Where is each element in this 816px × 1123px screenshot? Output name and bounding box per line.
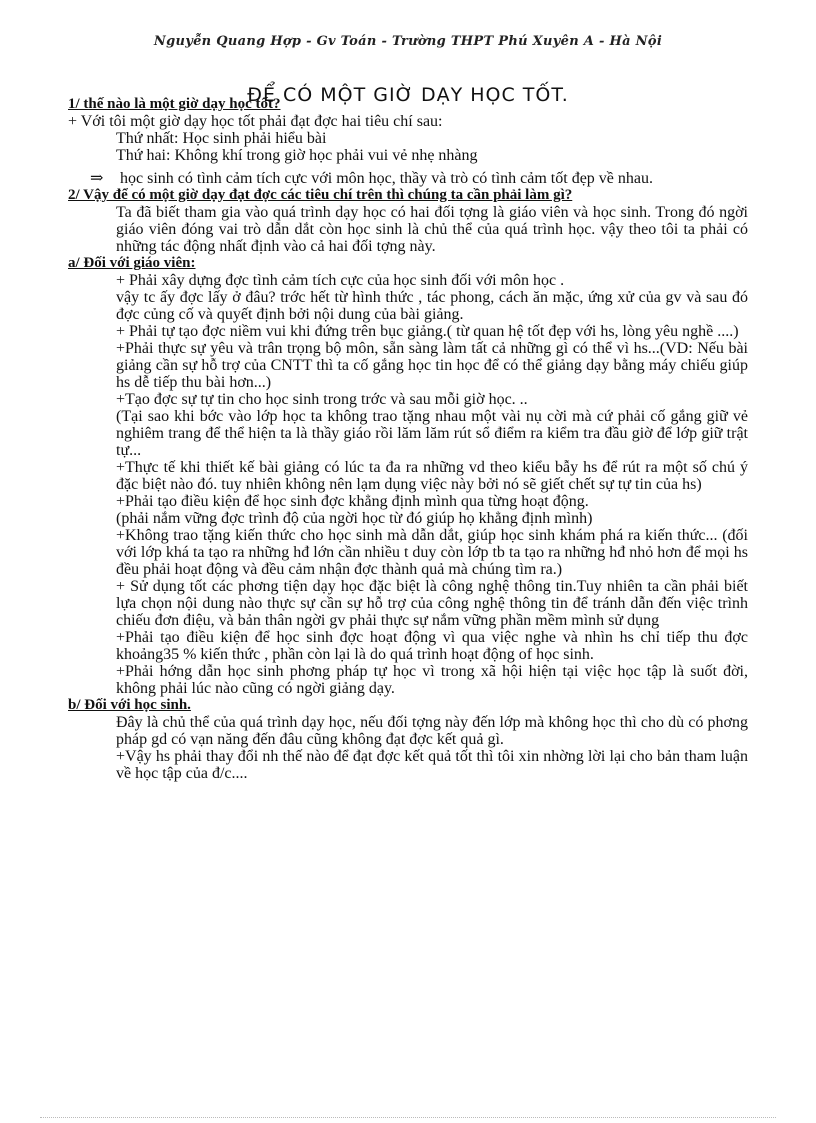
teacher-item: + Sử dụng tốt các phơng tiện dạy học đặc biệt là công nghệ thông tin.Tuy nhiên ta cần phải biết lựa chọn nội dung nào thực sự cần sự hỗ trợ của công nghệ thông tin để tránh dẫn đến việc trình chiếu đơn điệu, và bản thân ngời gv phải thực sự nắm vững phần mềm mình sử dụng <box>116 578 748 629</box>
page-bottom-divider <box>40 1117 776 1118</box>
teacher-item: +Phải tạo điều kiện để học sinh đợc hoạt động vì qua việc nghe và nhìn hs chỉ tiếp thu đợc khoảng35 % kiến thức , phần còn lại là do quá trình hoạt động of học sinh. <box>116 629 748 663</box>
teacher-item: +Phải thực sự yêu và trân trọng bộ môn, sẵn sàng làm tất cả những gì có thể vì hs...(VD: Nếu bài giảng cần sự hỗ trợ của CNTT thì ta cố gắng học tin học để có thể giảng dạy bằng máy chiếu giúp hs dễ tiếp thu bài hơn...) <box>116 340 748 391</box>
section-1-heading: 1/ thế nào là một giờ dạy học tốt? <box>68 96 281 112</box>
section-2-heading: 2/ Vậy để có một giờ dạy đạt đợc các tiêu chí trên thì chúng ta cần phải làm gì? <box>68 187 573 203</box>
teacher-item: + Phải xây dựng đợc tình cảm tích cực của học sinh đối với môn học . <box>116 272 565 289</box>
page-header: Nguyễn Quang Hợp - Gv Toán - Trường THPT Phú Xuyên A - Hà Nội <box>153 34 663 49</box>
implies-arrow-icon: ⇒ <box>90 170 104 187</box>
criterion-2: Thứ hai: Không khí trong giờ học phải vui vẻ nhẹ nhàng <box>116 147 478 164</box>
teacher-item: +Không trao tặng kiến thức cho học sinh mà dẫn dắt, giúp học sinh khám phá ra kiến thức... (đối với lớp khá ta tạo ra những hđ lớn cần nhiều t duy còn lớp tb ta tạo ra những hđ nhỏ hơn để mọi hs đều phải hoạt động và đều cảm nhận đợc thành quả mà chúng tìm ra.) <box>116 527 748 578</box>
document-body <box>68 96 748 782</box>
criterion-1: Thứ nhất: Học sinh phải hiểu bài <box>116 130 327 147</box>
teacher-item: + Phải tự tạo đợc niềm vui khi đứng trên bục giảng.( từ quan hệ tốt đẹp với hs, lòng yêu nghề ....) <box>116 323 739 340</box>
section-1-intro: + Với tôi một giờ dạy học tốt phải đạt đợc hai tiêu chí sau: <box>68 113 443 130</box>
teacher-item: +Phải tạo điều kiện để học sinh đợc khẳng định mình qua từng hoạt động. <box>116 493 589 510</box>
section-b-heading: b/ Đối với học sinh. <box>68 697 191 713</box>
section-1-result-text: học sinh có tình cảm tích cực với môn học, thầy và trò có tình cảm tốt đẹp về nhau. <box>120 170 653 187</box>
teacher-item: +Phải hớng dẫn học sinh phơng pháp tự học vì trong xã hội hiện tại việc học tập là suốt đời, không phải lúc nào cũng có ngời giảng dạy. <box>116 663 748 697</box>
section-2-paragraph: Ta đã biết tham gia vào quá trình dạy học có hai đối tợng là giáo viên và học sinh. Trong đó ngời giáo viên đóng vai trò dẫn dắt còn học sinh là chủ thể của quá trình học. vậy theo tôi ta phải có những tác động nhất định vào cả hai đối tợng này. <box>116 204 748 255</box>
teacher-item: +Tạo đợc sự tự tin cho học sinh trong trớc và sau mỗi giờ học. .. <box>116 391 528 408</box>
teacher-item: +Thực tế khi thiết kế bài giảng có lúc ta đa ra những vd theo kiểu bẫy hs để rút ra một số chú ý đặc biệt nào đó. tuy nhiên không nên lạm dụng việc này bởi nó sẽ giết chết sự tự tin của hs) <box>116 459 748 493</box>
section-1-result <box>68 170 748 187</box>
student-item: Đây là chủ thể của quá trình dạy học, nếu đối tợng này đến lớp mà không học thì cho dù có phơng pháp gd có vạn năng đến đâu cũng không đạt đợc kết quả gì. <box>116 714 748 748</box>
teacher-item: (phải nắm vững đợc trình độ của ngời học từ đó giúp họ khẳng định mình) <box>116 510 593 527</box>
document-title: ĐỂ CÓ MỘT GIỜ DẠY HỌC TỐT. <box>247 84 569 106</box>
student-item: +Vậy hs phải thay đổi nh thế nào để đạt đợc kết quả tốt thì tôi xin nhờng lời lại cho bản tham luận về học tập của đ/c.... <box>116 748 748 782</box>
section-a-heading: a/ Đối với giáo viên: <box>68 255 196 271</box>
teacher-item: (Tại sao khi bớc vào lớp học ta không trao tặng nhau một vài nụ cời mà cứ phải cố gắng giữ vẻ nghiêm trang để thể hiện ta là thầy giáo rồi lăm lăm rút sổ điểm ra kiểm tra đầu giờ để lớp giữ trật tự... <box>116 408 748 459</box>
teacher-item: vậy tc ấy đợc lấy ở đâu? trớc hết từ hình thức , tác phong, cách ăn mặc, ứng xử của gv và sau đó đợc củng cố và quyết định bởi nội dung của bài giảng. <box>116 289 748 323</box>
